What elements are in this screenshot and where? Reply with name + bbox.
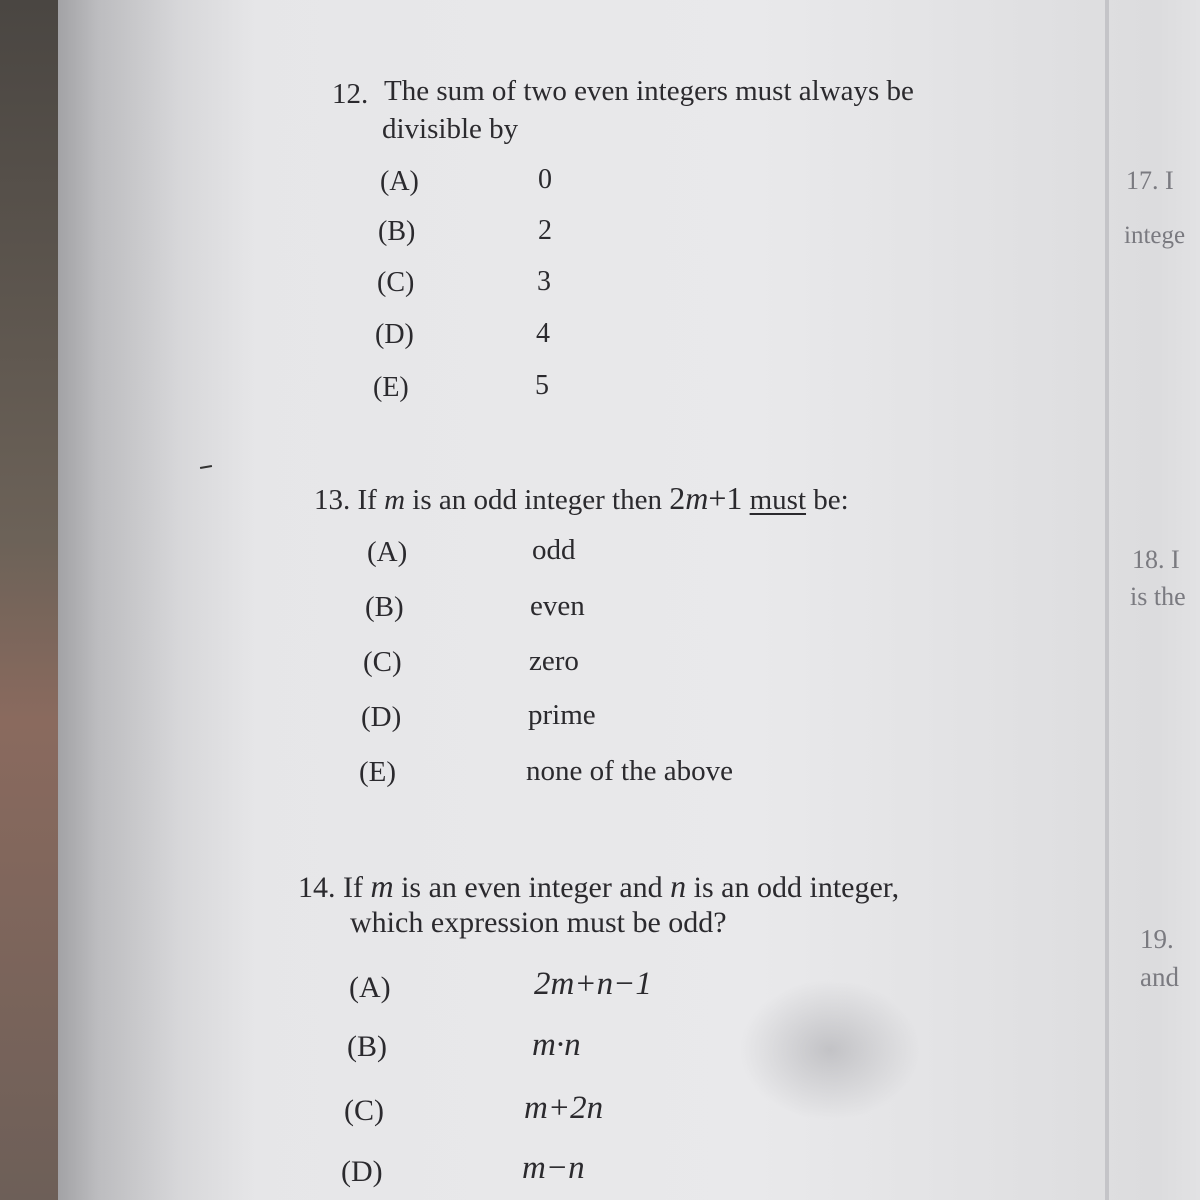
question-14-number: 14. bbox=[298, 871, 336, 904]
stem-text: If bbox=[357, 484, 377, 516]
option-letter: (A) bbox=[367, 536, 408, 568]
stem-text: If bbox=[343, 871, 363, 904]
option-letter: (A) bbox=[380, 166, 419, 197]
option-letter: (E) bbox=[373, 372, 409, 403]
question-14-stem-line2: which expression must be odd? bbox=[350, 906, 727, 939]
option-value: even bbox=[530, 590, 585, 622]
option-value: m−n bbox=[522, 1150, 585, 1186]
option-letter: (A) bbox=[349, 971, 391, 1004]
option-letter: (D) bbox=[341, 1155, 383, 1188]
question-13-stem bbox=[314, 480, 849, 517]
option-value: 0 bbox=[538, 164, 552, 195]
question-19-number: 19. bbox=[1140, 924, 1174, 954]
question-18-number: 18. I bbox=[1132, 545, 1180, 574]
question-13-number: 13. bbox=[314, 484, 351, 516]
question-18-text: is the bbox=[1130, 582, 1186, 611]
option-letter: (C) bbox=[363, 646, 402, 678]
option-letter: (B) bbox=[347, 1030, 387, 1063]
option-value: 5 bbox=[535, 370, 549, 401]
question-17-text: intege bbox=[1124, 222, 1186, 249]
option-letter: (E) bbox=[359, 756, 397, 788]
option-value: 4 bbox=[536, 318, 550, 349]
question-12-number: 12. bbox=[332, 78, 369, 110]
stem-text: be: bbox=[813, 484, 849, 516]
variable-m: m bbox=[384, 484, 406, 516]
page-shadow bbox=[58, 0, 258, 1200]
page-fold bbox=[1105, 0, 1109, 1200]
option-letter: (D) bbox=[375, 319, 414, 350]
option-value: 2m+n−1 bbox=[534, 966, 652, 1002]
expr-rest: +1 bbox=[708, 480, 743, 516]
option-value: zero bbox=[529, 645, 579, 677]
stem-text: is an odd integer then bbox=[412, 484, 662, 516]
variable-n: n bbox=[670, 868, 687, 904]
smudge-mark bbox=[740, 980, 920, 1120]
option-value: prime bbox=[528, 699, 596, 731]
option-value: m·n bbox=[532, 1027, 581, 1063]
underlined-must: must bbox=[749, 484, 807, 516]
question-12-stem-line1: The sum of two even integers must always be bbox=[384, 75, 914, 107]
question-17-number: 17. I bbox=[1126, 166, 1174, 195]
option-value: m+2n bbox=[524, 1090, 604, 1126]
question-19-text: and bbox=[1140, 962, 1179, 992]
option-value: 2 bbox=[538, 215, 552, 246]
option-letter: (D) bbox=[361, 701, 402, 733]
option-letter: (B) bbox=[365, 591, 404, 623]
expr-variable: m bbox=[685, 480, 709, 516]
variable-m: m bbox=[370, 868, 394, 904]
question-12-stem-line2: divisible by bbox=[382, 113, 519, 145]
option-value: none of the above bbox=[526, 755, 733, 787]
option-letter: (B) bbox=[378, 216, 416, 247]
stem-text: is an odd integer, bbox=[693, 871, 900, 904]
expr-coefficient: 2 bbox=[669, 480, 686, 516]
option-value: 3 bbox=[537, 266, 551, 297]
option-value: odd bbox=[532, 534, 576, 566]
option-letter: (C) bbox=[344, 1094, 384, 1127]
stem-text: is an even integer and bbox=[401, 871, 663, 904]
desk-background bbox=[0, 0, 60, 1200]
math-expression bbox=[669, 480, 742, 516]
option-letter: (C) bbox=[377, 267, 415, 298]
question-14-stem-line1 bbox=[298, 868, 899, 905]
